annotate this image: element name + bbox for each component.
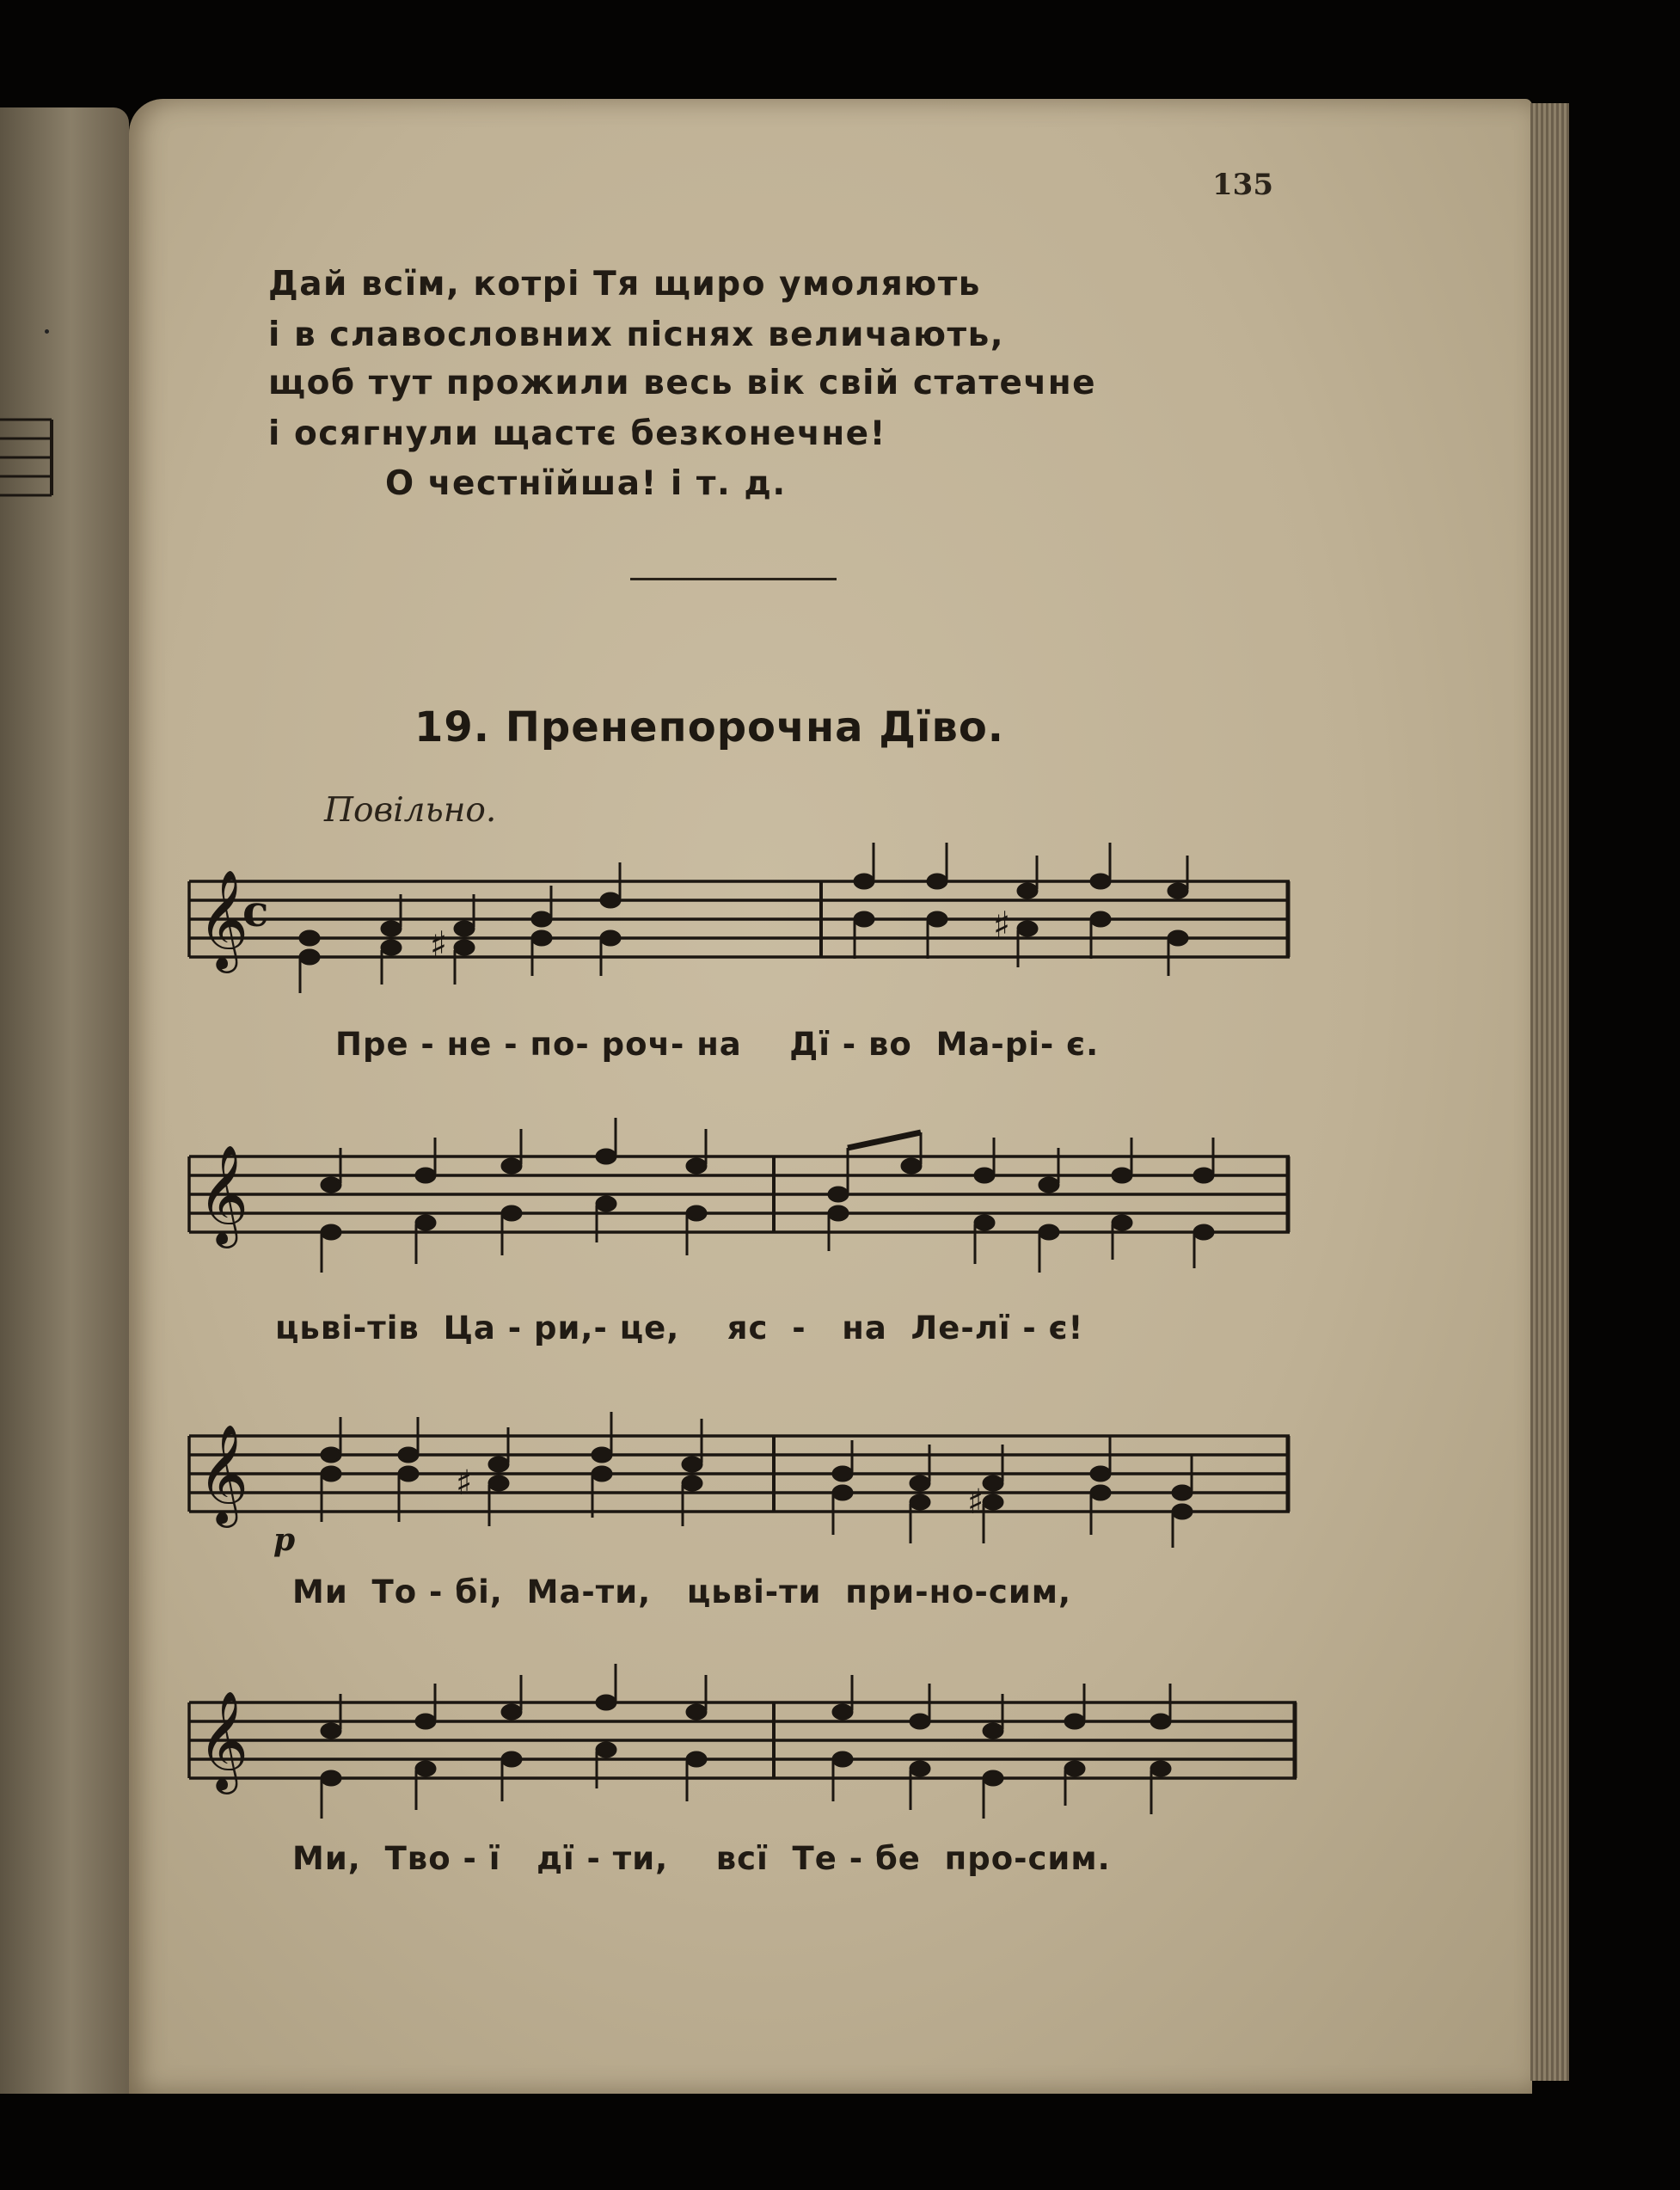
facing-page-staff-fragment (0, 413, 57, 507)
music-system (181, 1659, 1307, 1877)
verse-line: і в славословних піснях величають, (268, 316, 1005, 354)
lyrics-line: Пре - не - по- роч- на Дї - во Ма-рі- є. (335, 1026, 1100, 1063)
common-time-icon: c (242, 886, 269, 936)
verse-line: щоб тут прожили весь вік свій статечне (268, 364, 1097, 402)
ink-speck (45, 329, 49, 334)
dynamic-marking: p (273, 1522, 296, 1558)
staff-notation (181, 1113, 1307, 1285)
lyrics-line: цьві-тів Ца - ри,- це, яс - на Ле-лї - є! (275, 1310, 1084, 1347)
music-system (181, 838, 1307, 1063)
tempo-marking: Повільно. (324, 791, 497, 830)
refrain-line: О честнїйша! і т. д. (385, 464, 787, 503)
page-stack-edges (1530, 103, 1569, 2081)
sharp-icon: ♯ (456, 1463, 473, 1503)
staff-notation (181, 1659, 1307, 1831)
verse-line: і осягнули щастє безконечне! (268, 414, 886, 453)
sharp-icon: ♯ (430, 923, 448, 966)
verse-line: Дай всїм, котрі Тя щиро умоляють (268, 265, 981, 304)
lyrics-line: Ми, Тво - ї дї - ти, всї Те - бе про-сим. (292, 1840, 1111, 1877)
section-divider (630, 578, 837, 580)
staff-notation (181, 1393, 1307, 1565)
facing-page-edge (0, 107, 129, 2094)
lyrics-line: Ми То - бі, Ма-ти, цьві-ти при-но-сим, (292, 1573, 1072, 1610)
treble-clef-icon: 𝄞 (198, 1423, 249, 1524)
staff-notation (181, 838, 1307, 1010)
page-number: 135 (1212, 168, 1273, 202)
treble-clef-icon: 𝄞 (198, 1690, 249, 1790)
sharp-icon: ♯ (993, 904, 1011, 946)
music-system (181, 1113, 1307, 1347)
song-title: 19. Пренепорочна Дїво. (414, 703, 1005, 751)
treble-clef-icon: 𝄞 (198, 868, 249, 969)
music-system (181, 1393, 1307, 1610)
treble-clef-icon: 𝄞 (198, 1144, 249, 1244)
sharp-icon: ♯ (967, 1482, 984, 1522)
